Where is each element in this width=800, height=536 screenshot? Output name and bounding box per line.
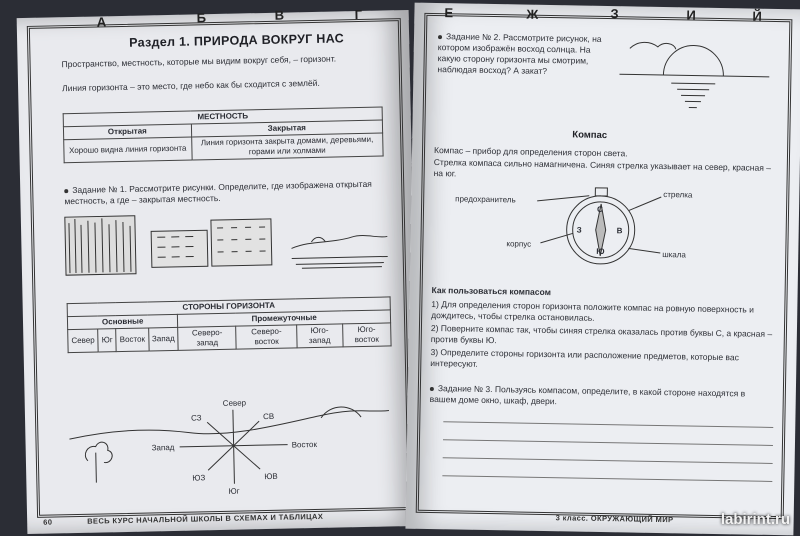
compass-diagram [450, 179, 752, 274]
rose-east-label: Восток [291, 439, 318, 450]
border-letter: Й [752, 8, 762, 24]
rose-nw-label: СЗ [190, 413, 202, 423]
task1-label: Задание № 1. Рассмотрите рисунки. Определите, где изображена открытая местность, а где – закрытая местность. [64, 178, 372, 207]
border-letter: Е [444, 5, 454, 21]
compass-body-label: корпус [506, 239, 532, 249]
compass-mark-n: С [596, 204, 603, 214]
border-letter: Ж [526, 6, 539, 22]
border-letter: З [610, 6, 619, 22]
horizon-line-def: Линия горизонта – это место, где небо как бы сходится с землёй. [62, 77, 320, 94]
compass-scale-label: шкала [662, 250, 687, 260]
rose-west-label: Запад [151, 442, 175, 453]
direction-cell: Юго-восток [342, 323, 391, 347]
terrain-closed-cell: Линия горизонта закрыта домами, деревьями, горами или холмами [191, 133, 383, 160]
terrain-open-cell: Хорошо видна линия горизонта [64, 137, 192, 163]
direction-cell: Северо-запад [178, 326, 237, 350]
border-letter: В [274, 7, 285, 23]
rose-sw-label: ЮЗ [192, 473, 206, 483]
compass-definition: Компас – прибор для определения сторон света. [433, 145, 628, 159]
terrain-open-header: Открытая [63, 124, 191, 140]
howto-step-2: 2) Поверните компас так, чтобы синяя стрелка оказалась против буквы С, а красная – против буквы Ю. [430, 322, 773, 346]
directions-intermediate: Промежуточные [178, 310, 391, 327]
directions-table-header: СТОРОНЫ ГОРИЗОНТА [67, 297, 390, 317]
bullet-icon [438, 35, 442, 39]
left-page-number: 60 [43, 517, 53, 527]
bullet-icon [430, 387, 434, 391]
terrain-table [63, 107, 384, 164]
intro-text: Пространство, местность, которые мы видим вокруг себя, – горизонт. [61, 53, 337, 70]
rose-north-label: Север [222, 398, 247, 408]
watermark: labirint.ru [720, 511, 790, 528]
rose-ne-label: СВ [262, 411, 275, 422]
compass-title: Компас [572, 129, 608, 142]
border-letter: А [96, 14, 107, 30]
right-footer: 3 класс. ОКРУЖАЮЩИЙ МИР [555, 513, 674, 525]
compass-rose-drawing [64, 376, 396, 503]
terrain-table-header: МЕСТНОСТЬ [63, 107, 382, 127]
compass-guard-label: предохранитель [455, 194, 516, 205]
rose-south-label: Юг [228, 486, 240, 496]
direction-cell: Юг [98, 329, 116, 352]
task3-label: Задание № 3. Пользуясь компасом, определите, в какой стороне находятся в вашем доме окно, шкаф, двери. [429, 383, 746, 407]
compass-mark-w: З [576, 225, 582, 235]
compass-mark-s: Ю [596, 246, 605, 257]
direction-cell: Запад [148, 327, 178, 351]
compass-arrow-label: стрелка [663, 190, 693, 200]
direction-cell: Север [68, 329, 99, 353]
direction-cell: Северо-восток [236, 325, 297, 349]
compass-description: Стрелка компаса сильно намагничена. Синяя стрелка указывает на север, красная – на юг. [433, 157, 772, 179]
border-letter: И [686, 7, 696, 23]
task2-label: Задание № 2. Рассмотрите рисунок, на котором изображён восход солнца. На какую сторону горизонта мы смотрим, наблюдая восход? А закат? [437, 31, 602, 76]
terrain-closed-header: Закрытая [191, 120, 383, 137]
howto-step-3: 3) Определите стороны горизонта или расположение предметов, которые вас интересуют. [430, 346, 739, 369]
direction-cell: Восток [116, 328, 149, 352]
rose-se-label: ЮВ [264, 471, 278, 482]
sunrise-picture [619, 30, 770, 113]
directions-table [67, 296, 392, 353]
howto-step-1: 1) Для определения сторон горизонта положите компас на ровную поверхность и дождитесь, чтобы стрелка остановилась. [431, 298, 754, 323]
task2-text [437, 31, 608, 78]
landscape-pictures [61, 206, 392, 279]
directions-main: Основные [67, 314, 178, 329]
border-letter: Г [354, 6, 363, 23]
howto-title: Как пользоваться компасом [431, 284, 552, 298]
compass-mark-e: В [616, 226, 623, 236]
border-letter: Б [196, 10, 207, 26]
right-page [405, 3, 800, 536]
section-title: Раздел 1. ПРИРОДА ВОКРУГ НАС [129, 31, 345, 50]
bullet-icon [64, 189, 68, 193]
left-footer: ВЕСЬ КУРС НАЧАЛЬНОЙ ШКОЛЫ В СХЕМАХ И ТАБЛИЦАХ [87, 511, 324, 526]
direction-cell: Юго-запад [297, 324, 343, 348]
left-page [17, 6, 420, 534]
